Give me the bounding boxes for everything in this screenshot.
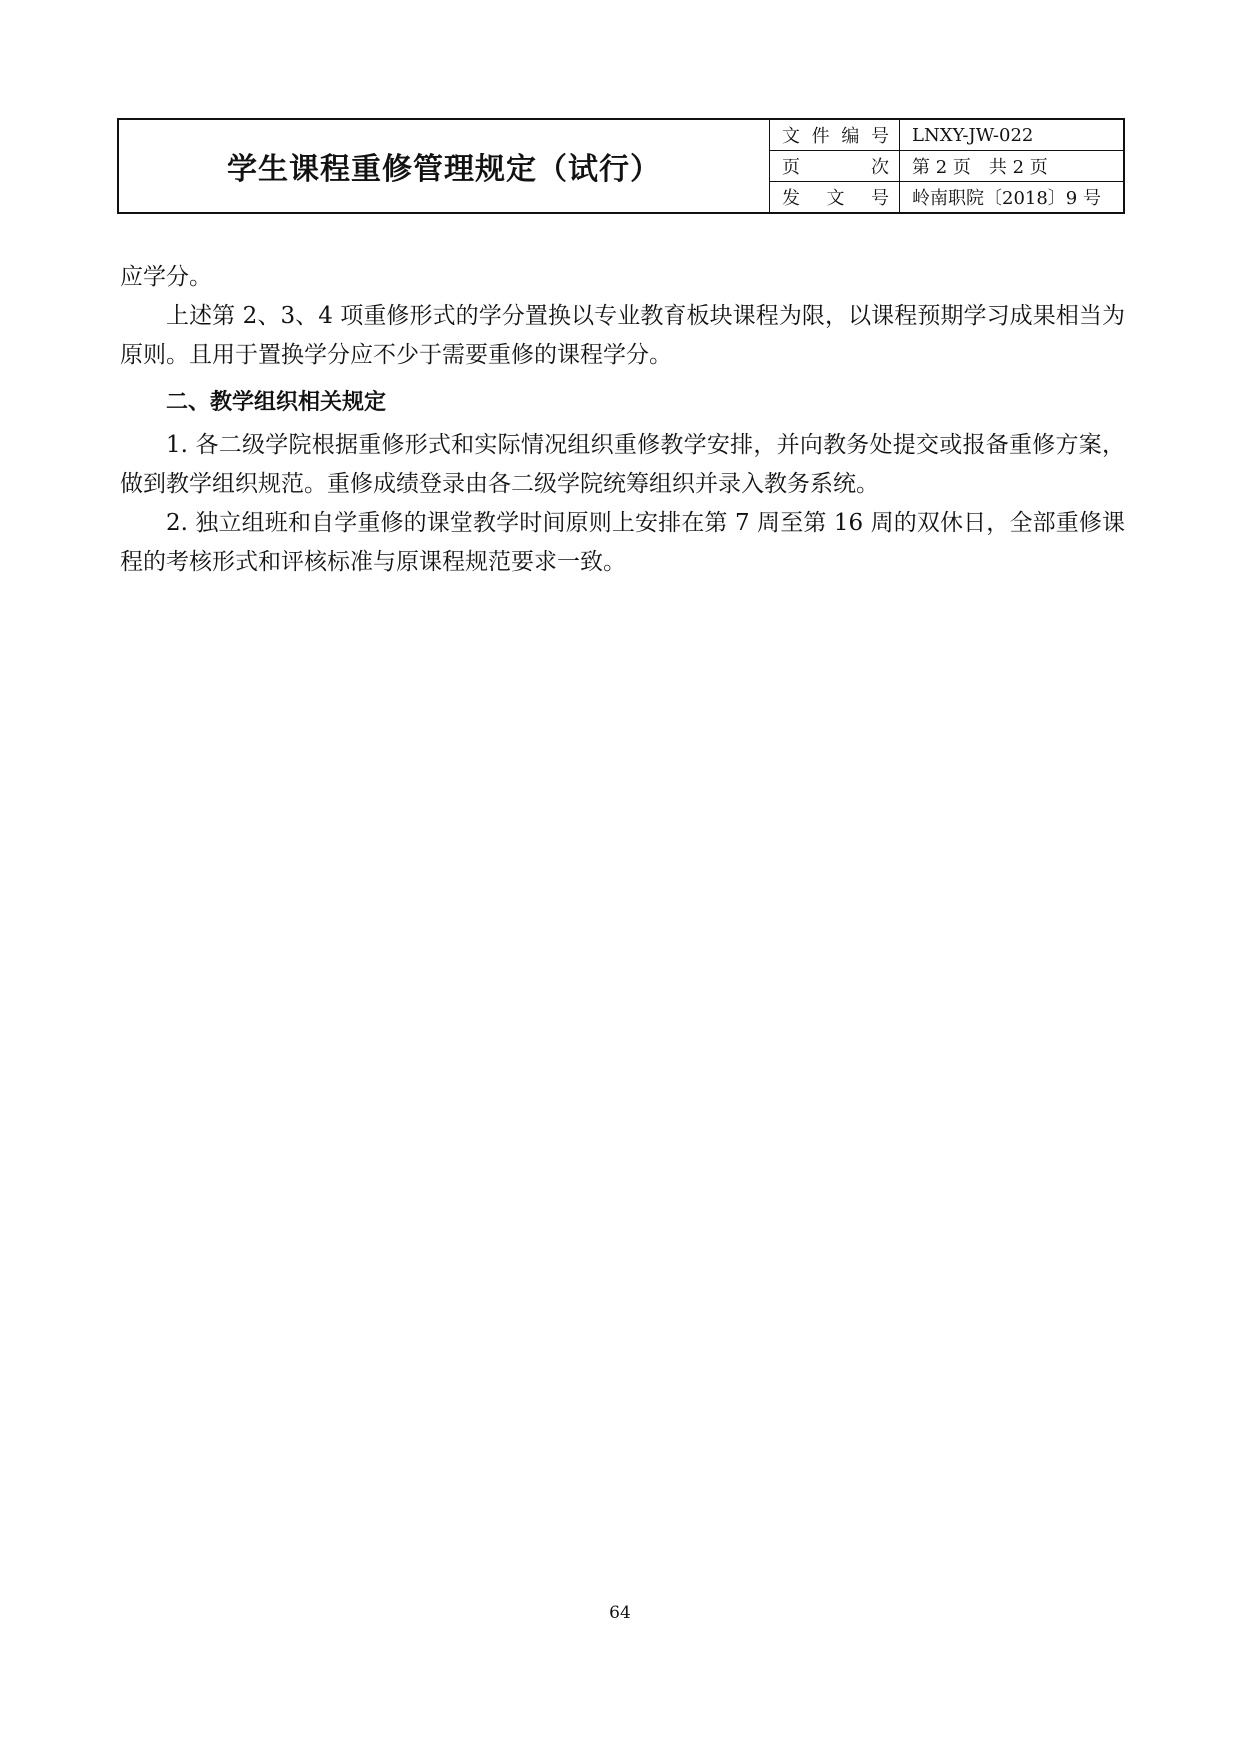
- header-title-cell: [119, 120, 770, 212]
- document-body: [120, 258, 1125, 582]
- meta-row-issue-number: [770, 182, 1123, 212]
- document-header-table: [117, 118, 1125, 214]
- meta-row-file-number: [770, 120, 1123, 151]
- document-title: 学生课程重修管理规定（试行）: [227, 152, 661, 187]
- paragraph-item-2: 2. 独立组班和自学重修的课堂教学时间原则上安排在第 7 周至第 16 周的双休日，全部重修课程的考核形式和评核标准与原课程规范要求一致。: [120, 510, 1125, 575]
- meta-row-page: [770, 151, 1123, 182]
- page-label: 页 次: [770, 151, 900, 181]
- paragraph-continuation: 应学分。: [120, 264, 212, 290]
- issue-number-label: 发 文 号: [770, 182, 900, 212]
- section-heading: 二、教学组织相关规定: [166, 390, 387, 415]
- issue-number-value: 岭南职院〔2018〕9 号: [912, 188, 1101, 209]
- header-meta: [770, 120, 1123, 212]
- paragraph-credit-replacement: 上述第 2、3、4 项重修形式的学分置换以专业教育板块课程为限，以课程预期学习成果相当为原则。且用于置换学分应不少于需要重修的课程学分。: [120, 303, 1125, 368]
- file-number-label: 文 件 编 号: [770, 120, 900, 150]
- paragraph-item-1: 1. 各二级学院根据重修形式和实际情况组织重修教学安排，并向教务处提交或报备重修方案，做到教学组织规范。重修成绩登录由各二级学院统筹组织并录入教务系统。: [120, 432, 1125, 497]
- page-number: 64: [609, 1603, 631, 1623]
- page-value: 第 2 页 共 2 页: [912, 157, 1048, 178]
- file-number-value: LNXY-JW-022: [912, 124, 1034, 146]
